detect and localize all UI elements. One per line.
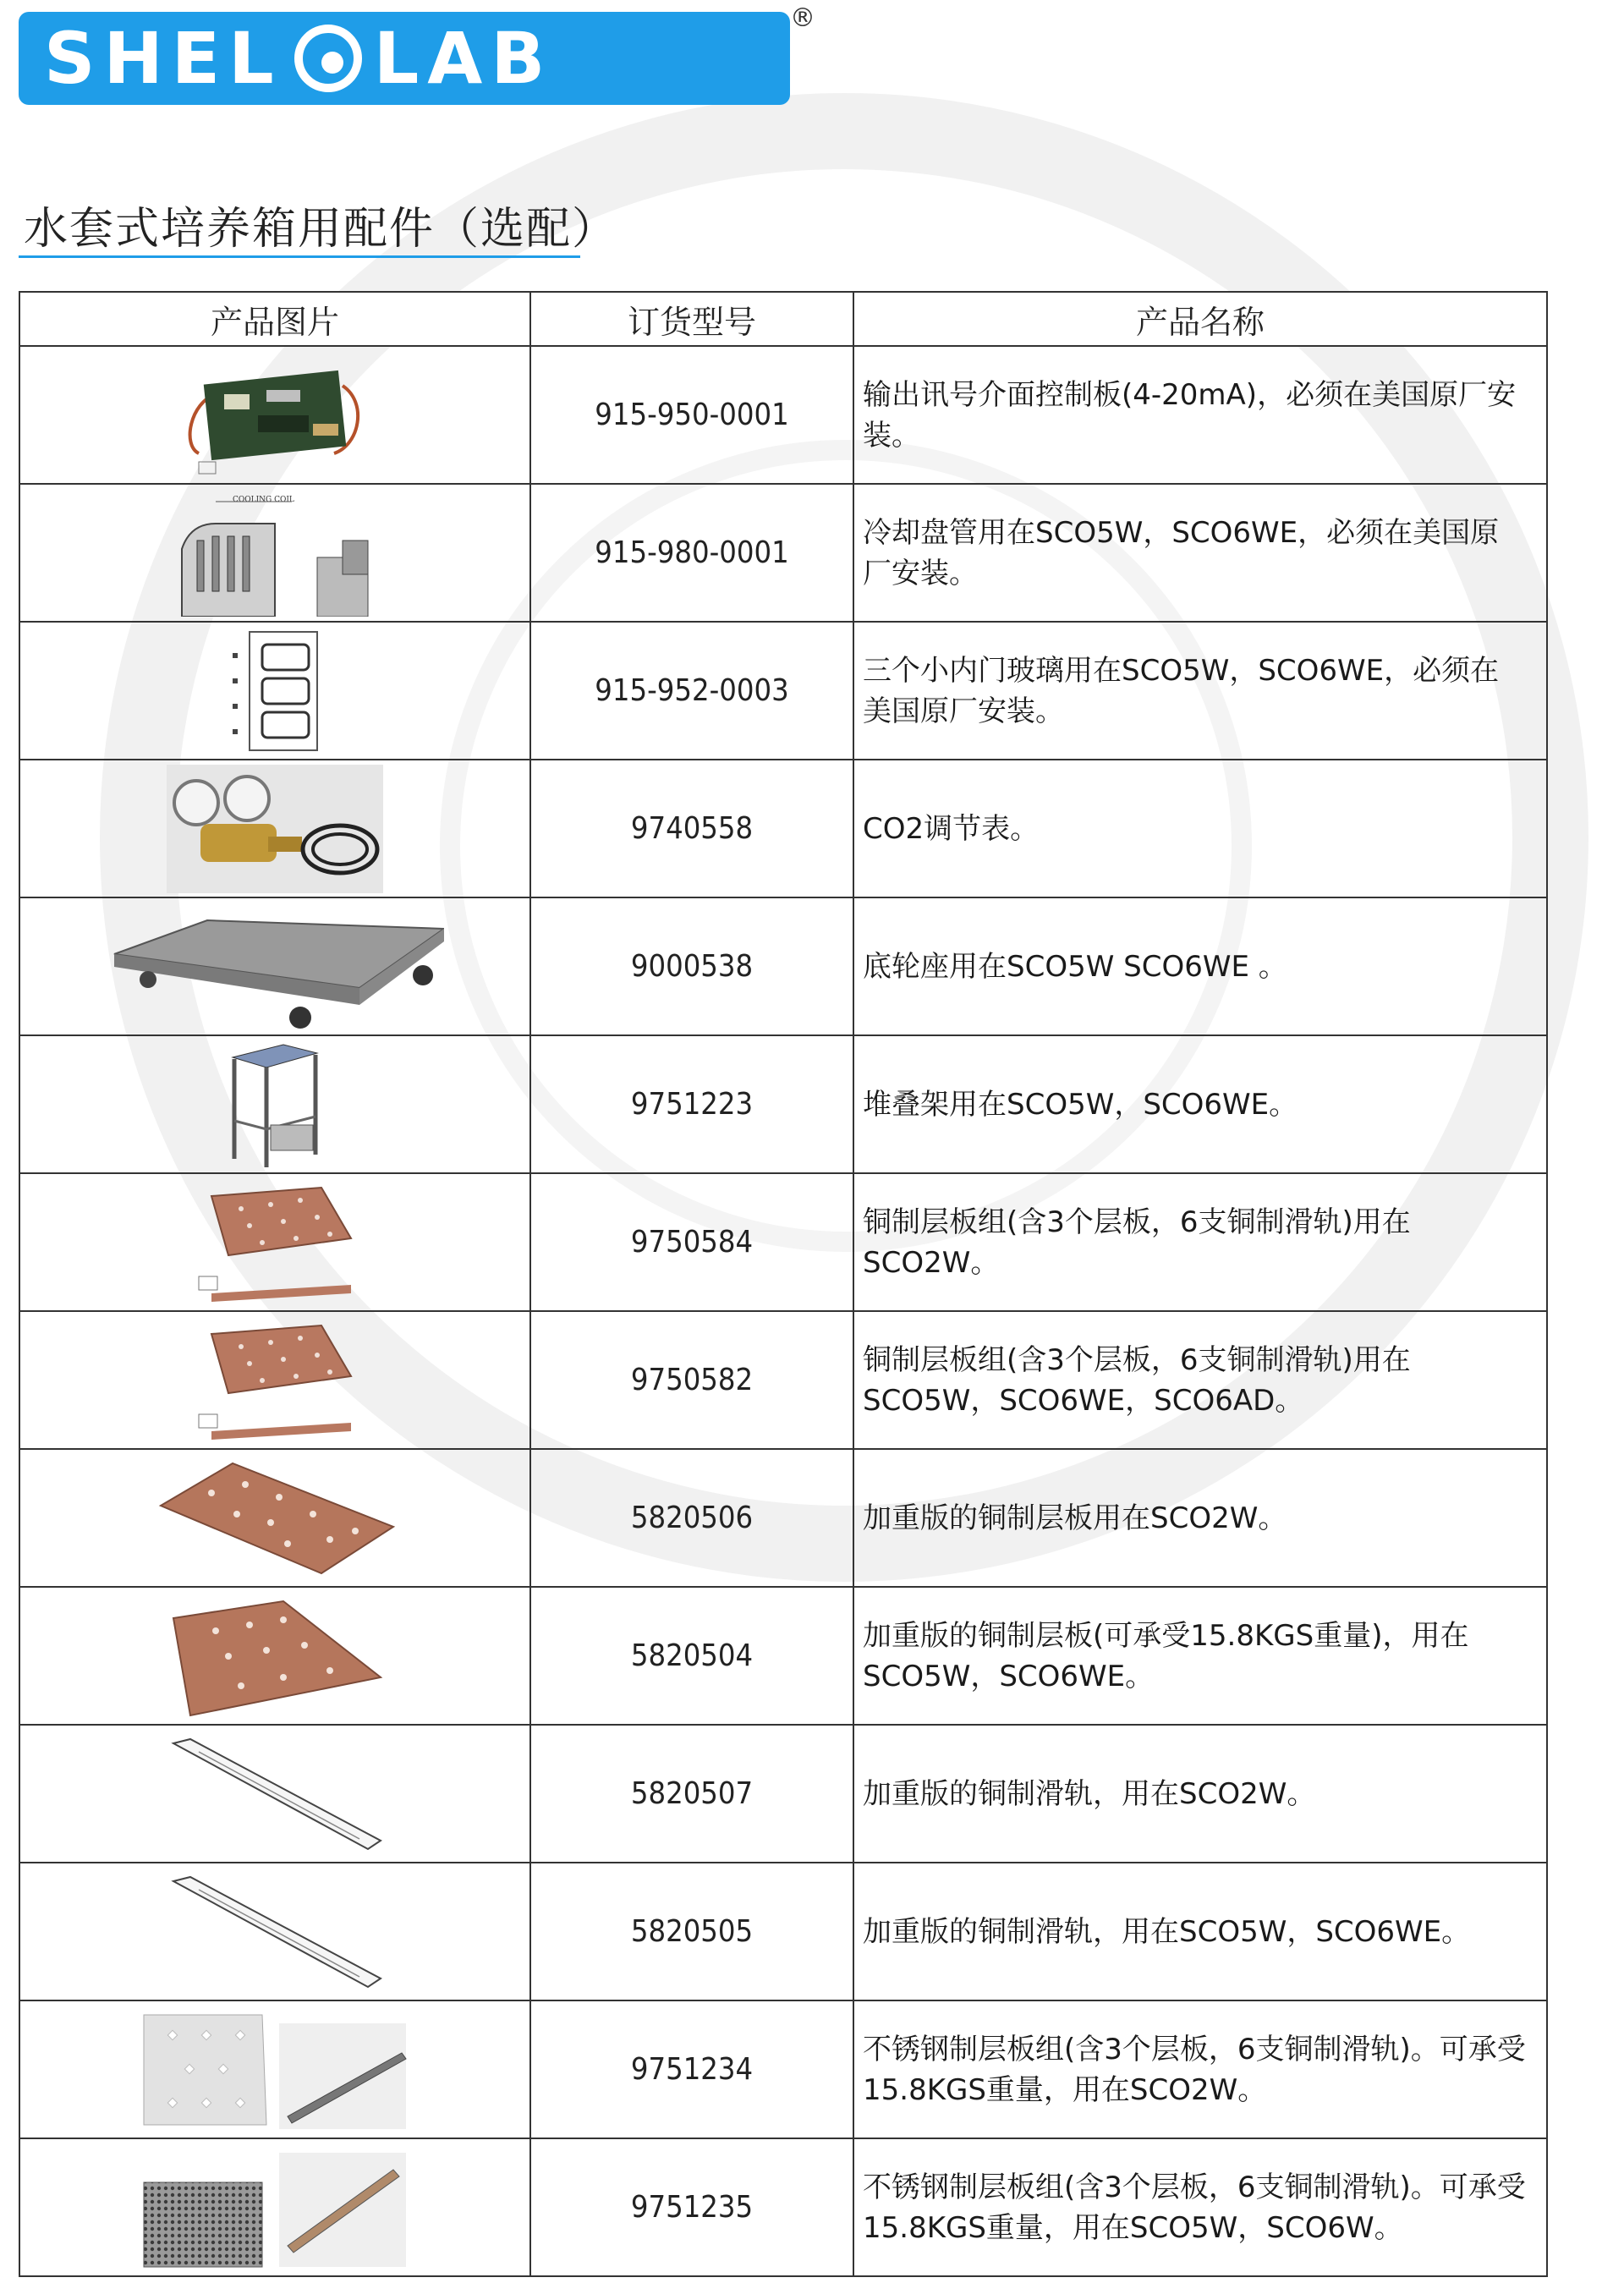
header-order-code: 订货型号 [530,292,853,346]
product-name: 加重版的铜制层板(可承受15.8KGS重量)，用在SCO5W，SCO6WE。 [853,1587,1547,1725]
order-code: 9750584 [530,1173,853,1311]
product-name: 三个小内门玻璃用在SCO5W，SCO6WE，必须在美国原厂安装。 [853,622,1547,760]
table-row [19,346,1547,484]
table-row [19,897,1547,1035]
product-name: 加重版的铜制滑轨，用在SCO5W，SCO6WE。 [853,1863,1547,2000]
order-code: 9751235 [530,2138,853,2276]
table-row [19,622,1547,760]
logo-circle-icon [294,25,362,92]
order-code: 5820507 [530,1725,853,1863]
product-name: 底轮座用在SCO5W SCO6WE 。 [853,897,1547,1035]
table-row [19,1035,1547,1173]
table-row [19,2138,1547,2276]
shelf-rail-icon [20,1864,529,1999]
caster-base-icon [20,899,529,1034]
table-row [19,760,1547,897]
order-code: 9740558 [530,760,853,897]
product-name: 冷却盘管用在SCO5W，SCO6WE，必须在美国原厂安装。 [853,484,1547,622]
table-row [19,484,1547,622]
product-name: 输出讯号介面控制板(4-20mA)，必须在美国原厂安装。 [853,346,1547,484]
brand-logo [19,12,790,105]
product-name: 加重版的铜制层板用在SCO2W。 [853,1449,1547,1587]
table-row [19,1173,1547,1311]
copper-shelf-kit-icon [20,1175,529,1309]
order-code: 9751223 [530,1035,853,1173]
product-name: CO2调节表。 [853,760,1547,897]
product-name: 堆叠架用在SCO5W，SCO6WE。 [853,1035,1547,1173]
table-row [19,1725,1547,1863]
logo-text-right: LAB [373,17,554,100]
header-product-name: 产品名称 [853,292,1547,346]
order-code: 915-980-0001 [530,484,853,622]
copper-shelf-icon [20,1589,529,1723]
table-row [19,1587,1547,1725]
co2-regulator-icon [20,761,529,896]
shelf-rail-icon [20,1726,529,1861]
accessories-table [19,291,1548,2277]
table-row [19,1449,1547,1587]
table-header-row [19,292,1547,346]
product-name: 铜制层板组(含3个层板，6支铜制滑轨)用在SCO5W，SCO6WE，SCO6AD。 [853,1311,1547,1449]
stacking-stand-icon [20,1037,529,1172]
registered-mark: ® [790,3,815,33]
product-name: 铜制层板组(含3个层板，6支铜制滑轨)用在SCO2W。 [853,1173,1547,1311]
table-row [19,1863,1547,2000]
title-underline [19,255,580,258]
order-code: 9750582 [530,1311,853,1449]
copper-shelf-icon [20,1451,529,1585]
circuit-board-icon [20,348,529,482]
header-product-image: 产品图片 [19,292,530,346]
steel-shelf-kit-icon [20,2002,529,2137]
order-code: 915-950-0001 [530,346,853,484]
product-name: 不锈钢制层板组(含3个层板，6支铜制滑轨)。可承受15.8KGS重量，用在SCO5W，SCO6W。 [853,2138,1547,2276]
order-code: 915-952-0003 [530,622,853,760]
order-code: 5820506 [530,1449,853,1587]
order-code: 5820504 [530,1587,853,1725]
logo-text-left: SHEL [44,17,283,100]
order-code: 9000538 [530,897,853,1035]
copper-shelf-kit-icon [20,1313,529,1447]
product-name: 不锈钢制层板组(含3个层板，6支铜制滑轨)。可承受15.8KGS重量，用在SCO2W。 [853,2000,1547,2138]
table-row [19,1311,1547,1449]
order-code: 9751234 [530,2000,853,2138]
svg-text:COOLING COIL: COOLING COIL [233,495,294,504]
page-title: 水套式培养箱用配件（选配） [24,204,618,255]
order-code: 5820505 [530,1863,853,2000]
steel-perforated-shelf-kit-icon [20,2140,529,2275]
cooling-coil-icon [20,486,529,620]
product-name: 加重版的铜制滑轨，用在SCO2W。 [853,1725,1547,1863]
door-glass-icon [20,623,529,758]
table-row [19,2000,1547,2138]
